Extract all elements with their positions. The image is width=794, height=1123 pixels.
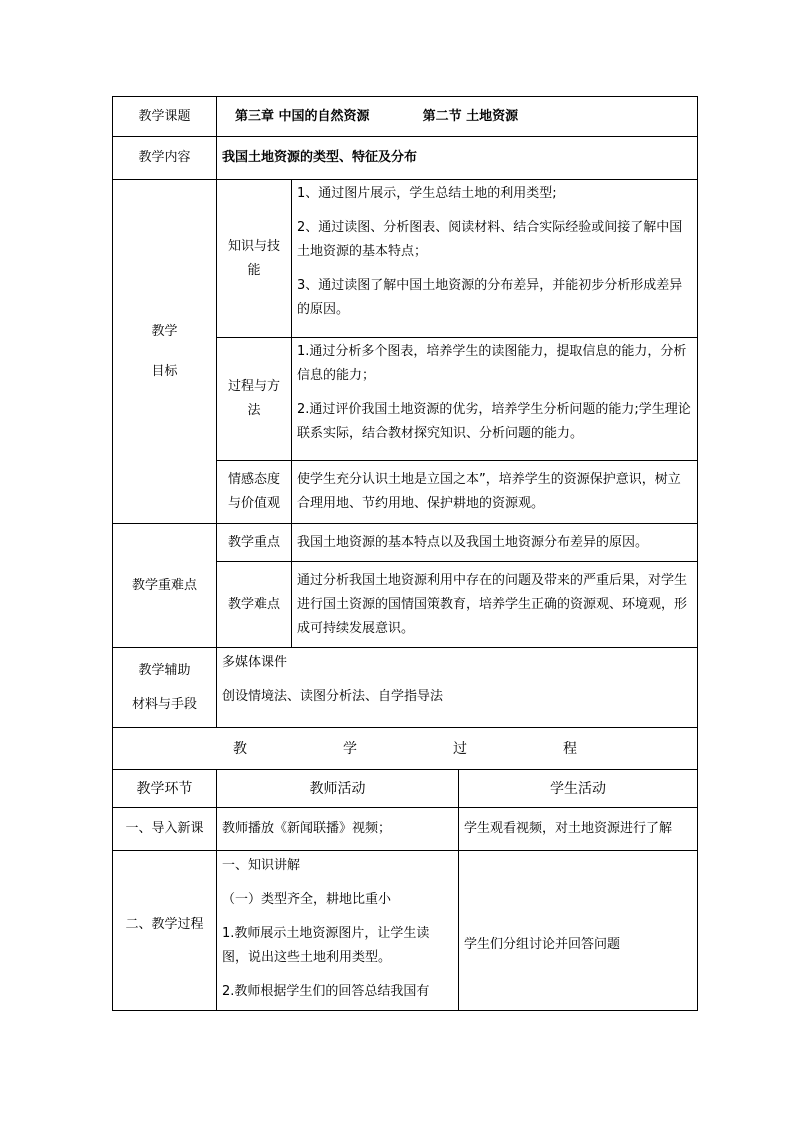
focus-text: 我国土地资源的基本特点以及我国土地资源分布差异的原因。 (292, 524, 698, 562)
objectives-label-line2: 目标 (151, 363, 178, 379)
difficulty-label: 教学难点 (217, 562, 292, 648)
lesson-plan-table (112, 96, 698, 1011)
process-header-char: 过 (453, 740, 467, 757)
process-label-line2: 法 (247, 403, 261, 418)
content-row (113, 137, 698, 180)
table-row (113, 808, 698, 851)
aids-label (113, 648, 217, 728)
column-header-row (113, 770, 698, 808)
process-header-char: 教 (233, 740, 247, 757)
process-header-char: 程 (563, 740, 577, 757)
step-student: 学生们分组讨论并回答问题 (459, 851, 698, 1011)
process-item: 2.通过评价我国土地资源的优劣，培养学生分析问题的能力;学生理论联系实际，结合教材探究知识、分析问题的能力。 (297, 402, 691, 441)
knowledge-label-line2: 能 (247, 262, 261, 278)
aids-label-line1: 教学辅助 (138, 662, 191, 678)
step-teacher-line: 一、知识讲解 (222, 858, 301, 873)
topic-label: 教学课题 (113, 97, 217, 137)
aids-text (217, 648, 698, 728)
focus-row (113, 524, 698, 562)
process-text (292, 338, 698, 461)
attitude-label (217, 461, 292, 524)
attitude-text: 使学生充分认识土地是立国之本”，培养学生的资源保护意识，树立合理用地、节约用地、保护耕地的资源观。 (292, 461, 698, 524)
topic-value (217, 97, 698, 137)
step-teacher-line: （一）类型齐全，耕地比重小 (222, 892, 392, 907)
content-label: 教学内容 (113, 137, 217, 180)
process-label-line1: 过程与方 (227, 379, 280, 394)
attitude-label-line2: 与价值观 (227, 496, 280, 511)
knowledge-label-line1: 知识与技 (227, 238, 280, 254)
focus-label: 教学重点 (217, 524, 292, 562)
attitude-label-line1: 情感态度 (227, 472, 280, 487)
knowledge-text (292, 180, 698, 338)
step-student: 学生观看视频，对土地资源进行了解 (459, 808, 698, 851)
process-label (217, 338, 292, 461)
topic-row (113, 97, 698, 137)
section-title: 第二节 土地资源 (422, 108, 519, 124)
key-points-label: 教学重难点 (113, 524, 217, 648)
step-teacher-line: 1.教师展示土地资源图片，让学生读图，说出这些土地利用类型。 (222, 926, 430, 965)
difficulty-text: 通过分析我国土地资源利用中存在的问题及带来的严重后果，对学生进行国土资源的国情国策教育，培养学生正确的资源观、环境观，形成可持续发展意识。 (292, 562, 698, 648)
column-stage: 教学环节 (113, 770, 217, 808)
step-teacher: 教师播放《新闻联播》视频； (217, 808, 459, 851)
knowledge-label (217, 180, 292, 338)
process-header-char: 学 (343, 740, 357, 757)
chapter-title: 第三章 中国的自然资源 (235, 108, 370, 124)
column-student: 学生活动 (459, 770, 698, 808)
process-header-row (113, 728, 698, 770)
knowledge-item: 1、通过图片展示，学生总结土地的利用类型; (297, 186, 557, 201)
objectives-label (113, 180, 217, 524)
table-row (113, 851, 698, 1011)
aids-row (113, 648, 698, 728)
content-value: 我国土地资源的类型、特征及分布 (217, 137, 698, 180)
process-item: 1.通过分析多个图表，培养学生的读图能力，提取信息的能力，分析信息的能力； (297, 344, 687, 383)
aids-line: 多媒体课件 (222, 655, 288, 670)
step-teacher-line: 2.教师根据学生们的回答总结我国有 (222, 984, 430, 999)
aids-line: 创设情境法、读图分析法、自学指导法 (222, 689, 444, 704)
knowledge-item: 2、通过读图、分析图表、阅读材料、结合实际经验或间接了解中国土地资源的基本特点； (297, 220, 683, 259)
step-teacher (217, 851, 459, 1011)
knowledge-item: 3、通过读图了解中国土地资源的分布差异，并能初步分析形成差异的原因。 (297, 278, 683, 317)
objectives-label-line1: 教学 (151, 323, 178, 339)
objective-knowledge-row (113, 180, 698, 338)
aids-label-line2: 材料与手段 (131, 696, 197, 712)
column-teacher: 教师活动 (217, 770, 459, 808)
step-stage: 二、教学过程 (113, 851, 217, 1011)
process-header (113, 728, 698, 770)
step-stage: 一、导入新课 (113, 808, 217, 851)
